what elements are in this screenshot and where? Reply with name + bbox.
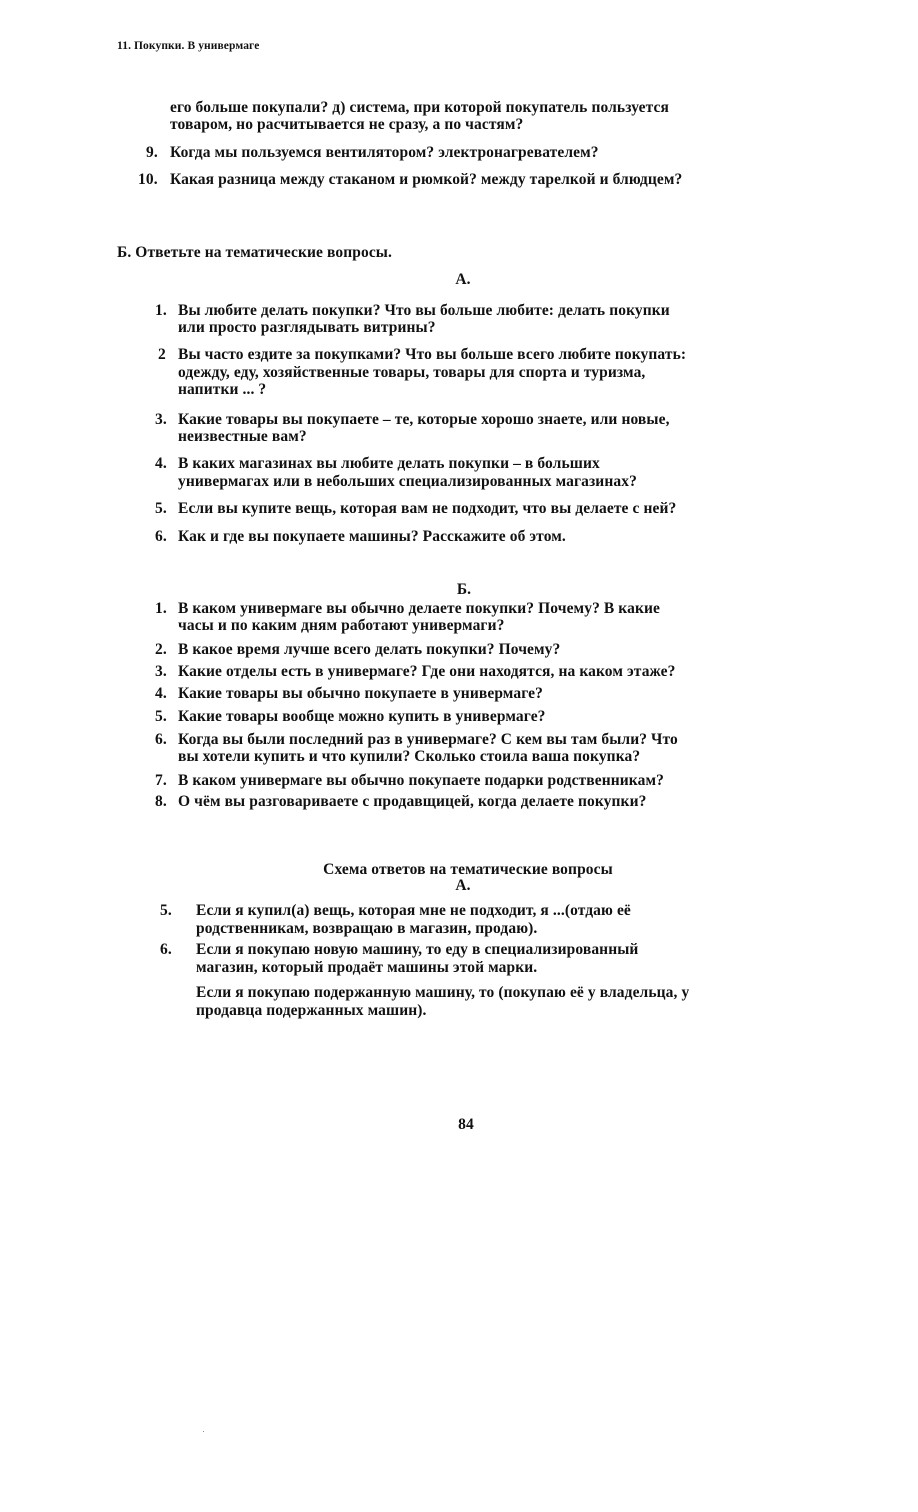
question-a-text-line: Как и где вы покупаете машины? Расскажите об этом. (178, 528, 566, 545)
question-b-text-line: часы и по каким дням работают универмаги? (178, 617, 505, 634)
question-b-text-line: Когда вы были последний раз в универмаге? С кем вы там были? Что (178, 731, 678, 748)
answer-text-line: Если я купил(а) вещь, которая мне не подходит, я ...(отдаю её (196, 902, 631, 919)
question-text-line: Какая разница между стаканом и рюмкой? между тарелкой и блюдцем? (170, 171, 683, 188)
question-a-text-line: Вы любите делать покупки? Что вы больше любите: делать покупки (178, 302, 670, 319)
question-b-text-line: В каком универмаге вы обычно делаете покупки? Почему? В какие (178, 600, 660, 617)
question-number: 9. (146, 144, 158, 161)
question-b-text-line: Какие отделы есть в универмаге? Где они находятся, на каком этаже? (178, 663, 676, 680)
question-b-number: 1. (155, 600, 167, 617)
answer-number: 6. (160, 941, 172, 958)
question-b-text-line: Какие товары вообще можно купить в универмаге? (178, 708, 546, 725)
question-number: 10. (138, 171, 158, 188)
question-b-number: 2. (155, 641, 167, 658)
question-b-number: 4. (155, 685, 167, 702)
answer-text-line: Если я покупаю подержанную машину, то (покупаю её у владельца, у (196, 984, 690, 1001)
question-a-text-line: Вы часто ездите за покупками? Что вы больше всего любите покупать: (178, 346, 687, 363)
answer-number: 5. (160, 902, 172, 919)
question-a-number: 2 (158, 346, 166, 363)
question-b-number: 7. (155, 772, 167, 789)
continuation-line: его больше покупали? д) система, при которой покупатель пользуется (170, 99, 669, 116)
question-a-text-line: универмагах или в небольших специализированных магазинах? (178, 473, 637, 490)
part-a-label: А. (455, 271, 471, 288)
answer-text-line: продавца подержанных машин). (196, 1002, 427, 1019)
question-a-text-line: или просто разглядывать витрины? (178, 319, 436, 336)
question-a-text-line: В каких магазинах вы любите делать покупки – в больших (178, 455, 600, 472)
question-b-text-line: В каком универмаге вы обычно покупаете подарки родственникам? (178, 772, 664, 789)
question-b-number: 8. (155, 793, 167, 810)
question-a-number: 6. (155, 528, 167, 545)
question-a-text-line: неизвестные вам? (178, 428, 307, 445)
question-a-text-line: одежду, еду, хозяйственные товары, товары для спорта и туризма, (178, 364, 646, 381)
question-a-number: 4. (155, 455, 167, 472)
answers-label: А. (455, 877, 471, 894)
question-a-number: 1. (155, 302, 167, 319)
section-title: Б. Ответьте на тематические вопросы. (117, 244, 392, 261)
continuation-line: товаром, но расчитывается не сразу, а по частям? (170, 116, 524, 133)
answers-title: Схема ответов на тематические вопросы (323, 861, 613, 878)
answer-text-line: магазин, который продаёт машины этой марки. (196, 959, 538, 976)
page-number: 84 (458, 1116, 474, 1133)
question-a-number: 5. (155, 500, 167, 517)
question-b-number: 6. (155, 731, 167, 748)
question-a-text-line: Какие товары вы покупаете – те, которые хорошо знаете, или новые, (178, 411, 670, 428)
question-b-text-line: О чём вы разговариваете с продавщицей, когда делаете покупки? (178, 793, 647, 810)
question-b-number: 5. (155, 708, 167, 725)
question-a-text-line: напитки ... ? (178, 381, 267, 398)
answer-text-line: Если я покупаю новую машину, то еду в специализированный (196, 941, 639, 958)
question-b-text-line: Какие товары вы обычно покупаете в универмаге? (178, 685, 543, 702)
question-b-text-line: В какое время лучше всего делать покупки? Почему? (178, 641, 561, 658)
part-b-label: Б. (456, 581, 472, 598)
question-b-number: 3. (155, 663, 167, 680)
running-header: 11. Покупки. В универмаге (117, 40, 260, 52)
question-text-line: Когда мы пользуемся вентилятором? электронагревателем? (170, 144, 599, 161)
scan-speck (203, 1431, 204, 1432)
answer-text-line: родственникам, возвращаю в магазин, продаю). (196, 920, 538, 937)
question-b-text-line: вы хотели купить и что купили? Сколько стоила ваша покупка? (178, 748, 641, 765)
question-a-number: 3. (155, 411, 167, 428)
question-a-text-line: Если вы купите вещь, которая вам не подходит, что вы делаете с ней? (178, 500, 677, 517)
